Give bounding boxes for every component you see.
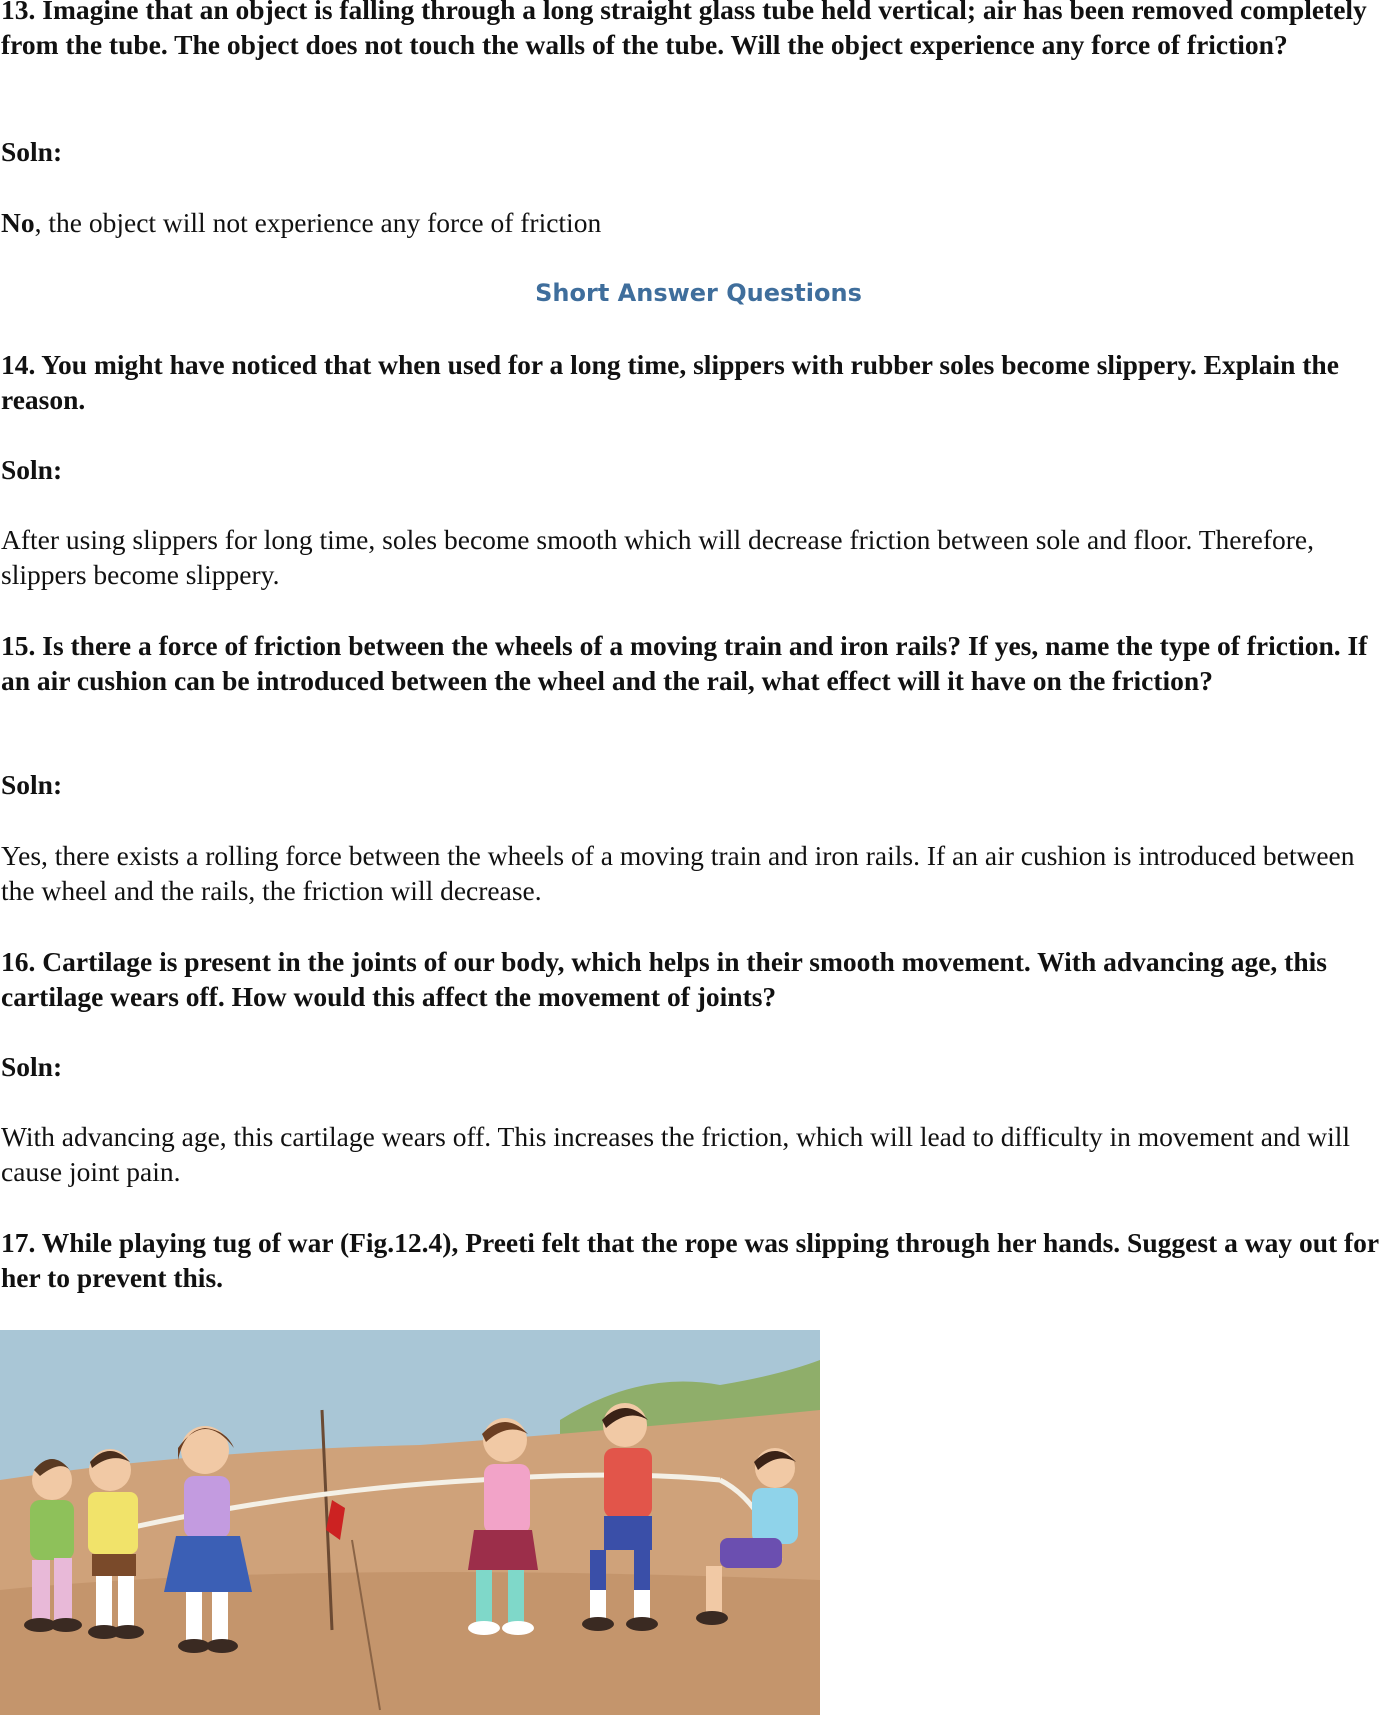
question-16: 16. Cartilage is present in the joints of our body, which helps in their smooth movement. With advancing age, this cartilage wears off. How would this affect the movement of joints? [1, 946, 1327, 1012]
soln-label-14: Soln: [1, 454, 63, 485]
question-17: 17. While playing tug of war (Fig.12.4), Preeti felt that the rope was slipping through her hands. Suggest a way out for her to prevent this. [1, 1227, 1379, 1293]
answer-13-lead: No [1, 207, 35, 238]
answer-15: Yes, there exists a rolling force between the wheels of a moving train and iron rails. If an air cushion is introduced between the wheel and the rails, the friction will decrease. [1, 840, 1355, 906]
tug-of-war-illustration [0, 1330, 820, 1715]
question-13: 13. Imagine that an object is falling through a long straight glass tube held vertical; air has been removed completely from the tube. The object does not touch the walls of the tube. Will the object experience any force of friction? [1, 0, 1367, 60]
answer-14: After using slippers for long time, soles become smooth which will decrease friction between sole and floor. Therefore, slippers become slippery. [1, 524, 1315, 590]
answer-13-rest: , the object will not experience any force of friction [34, 207, 602, 238]
answer-16: With advancing age, this cartilage wears off. This increases the friction, which will lead to difficulty in movement and will cause joint pain. [1, 1121, 1351, 1187]
section-heading: Short Answer Questions [535, 279, 862, 307]
soln-label-15: Soln: [1, 769, 63, 800]
answer-13 [1, 205, 1393, 240]
question-14: 14. You might have noticed that when used for a long time, slippers with rubber soles become slippery. Explain the reason. [1, 349, 1339, 415]
soln-label-16: Soln: [1, 1051, 63, 1082]
question-15: 15. Is there a force of friction between the wheels of a moving train and iron rails? If yes, name the type of friction. If an air cushion can be introduced between the wheel and the rail, what effect will it have on the friction? [1, 630, 1368, 696]
soln-label-13: Soln: [1, 136, 63, 167]
